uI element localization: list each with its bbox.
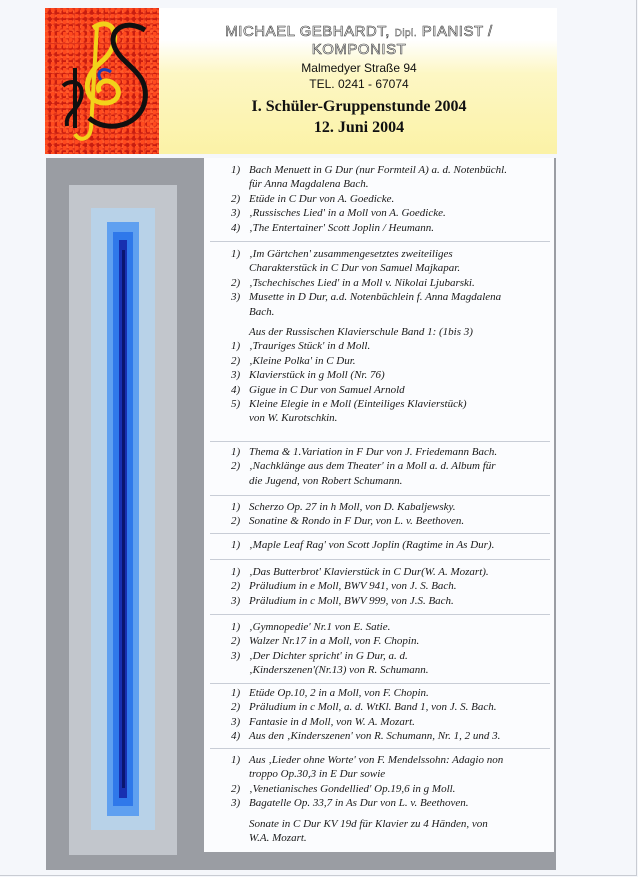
section-divider <box>210 533 550 534</box>
program-item: 3) ‚Der Dichter spricht' in G Dur, a. d. ‚Kinderszenen'(Nr.13) von R. Schumann. <box>231 649 429 677</box>
program-section-5 <box>204 538 554 552</box>
program-item: 1) ‚Gymnopedie' Nr.1 von E. Satie. <box>231 621 391 633</box>
program-section-1 <box>204 163 554 235</box>
program-item: 4) ‚The Entertainer' Scott Joplin / Heumann. <box>231 221 435 234</box>
program-item: 2) Walzer Nr.17 in a Moll, von F. Chopin. <box>231 635 420 648</box>
header-dipl: Dipl. <box>394 28 418 39</box>
program-item: 3) Bagatelle Op. 33,7 in As Dur von L. v. Beethoven. <box>231 797 469 810</box>
program-section-8 <box>204 686 554 744</box>
program-item: 1) ‚Im Gärtchen' zusammengesetztes zweiteiliges Charakterstück in C Dur von Samuel Majkapar. <box>231 248 461 275</box>
program-item: 1) Bach Menuett in G Dur (nur Formteil A) a. d. Notenbüchl. für Anna Magdalena Bach. <box>231 164 507 191</box>
program-item: 3) Präludium in c Moll, BWV 999, von J.S. Bach. <box>231 594 454 607</box>
phone-line: TEL. 0241 - 67074 <box>309 77 409 91</box>
program-list <box>204 158 554 852</box>
header-name-part-a: MICHAEL GEBHARDT, <box>225 23 395 40</box>
program-item: 2) Etüde in C Dur von A. Goedicke. <box>231 192 395 205</box>
section-divider <box>210 241 550 242</box>
treble-clef-monogram-icon <box>45 8 159 154</box>
program-item: 4) Gigue in C Dur von Samuel Arnold <box>231 383 405 396</box>
program-item: 1) Aus ‚Lieder ohne Worte' von F. Mendelssohn: Adagio non troppo Op.30,3 in E Dur sowie <box>231 754 504 781</box>
program-item: 4) Aus den ‚Kinderszenen' von R. Schumann, Nr. 1, 2 und 3. <box>231 730 501 743</box>
header-name-line2: KOMPONIST <box>311 41 407 58</box>
program-item: 3) Klavierstück in g Moll (Nr. 76) <box>231 369 385 382</box>
program-item: 2) ‚Tschechisches Lied' in a Moll v. Nikolai Ljubarski. <box>231 276 475 289</box>
program-section-7 <box>204 620 554 678</box>
program-item: 1) Thema & 1.Variation in F Dur von J. Friedemann Bach. <box>231 446 498 458</box>
program-item: 2) Sonatine & Rondo in F Dur, von L. v. Beethoven. <box>231 515 465 528</box>
section-divider <box>210 495 550 496</box>
section-divider <box>210 614 550 615</box>
program-item: 5) Kleine Elegie in e Moll (Einteiliges Klavierstück) von W. Kurotschkin. <box>231 398 467 425</box>
header-title <box>160 96 558 138</box>
section-divider <box>210 748 550 749</box>
section-divider <box>210 683 550 684</box>
program-item: 2) ‚Nachklänge aus dem Theater' in a Moll a. d. Album für die Jugend, von Robert Schumann. <box>231 460 496 487</box>
program-item: 1) ‚Das Butterbrot' Klavierstück in C Dur(W. A. Mozart). <box>231 566 489 578</box>
address-line: Malmedyer Straße 94 <box>301 61 417 75</box>
decorative-bar-core <box>122 250 125 788</box>
program-item: 1) ‚Maple Leaf Rag' von Scott Joplin (Ragtime in As Dur). <box>231 539 495 551</box>
logo <box>45 8 159 154</box>
section-intro: Aus der Russischen Klavierschule Band 1: (1bis 3) <box>249 326 473 339</box>
program-item: 2) Präludium in c Moll, a. d. WtKl. Band 1, von J. S. Bach. <box>231 701 497 714</box>
program-item: 2) ‚Kleine Polka' in C Dur. <box>231 354 356 367</box>
program-item: 3) ‚Russisches Lied' in a Moll von A. Goedicke. <box>231 207 446 220</box>
section-outro: Sonate in C Dur KV 19d für Klavier zu 4 Händen, von W.A. Mozart. <box>249 817 488 845</box>
program-section-3 <box>204 445 554 488</box>
header-address <box>160 60 558 92</box>
program-section-9 <box>204 753 554 845</box>
section-divider <box>210 559 550 560</box>
program-item: 1) Etüde Op.10, 2 in a Moll, von F. Chopin. <box>231 687 429 699</box>
program-section-4 <box>204 500 554 529</box>
program-section-6 <box>204 565 554 608</box>
program-item: 3) Musette in D Dur, a.d. Notenbüchlein f. Anna Magdalena Bach. <box>231 291 502 318</box>
section-divider <box>210 441 550 442</box>
header-name-part-b: PIANIST / <box>417 23 493 40</box>
program-item: 3) Fantasie in d Moll, von W. A. Mozart. <box>231 715 415 728</box>
program-item: 1) Scherzo Op. 27 in h Moll, von D. Kabaljewsky. <box>231 501 456 513</box>
page-title: I. Schüler-Gruppenstunde 2004 <box>251 98 467 115</box>
program-item: 1) ‚Trauriges Stück' in d Moll. <box>231 340 371 353</box>
header-name <box>160 24 558 58</box>
program-section-2 <box>204 247 554 426</box>
program-item: 2) Präludium in e Moll, BWV 941, von J. S. Bach. <box>231 580 457 593</box>
page-date: 12. Juni 2004 <box>313 119 405 136</box>
program-item: 2) ‚Venetianisches Gondellied' Op.19,6 in g Moll. <box>231 782 456 795</box>
